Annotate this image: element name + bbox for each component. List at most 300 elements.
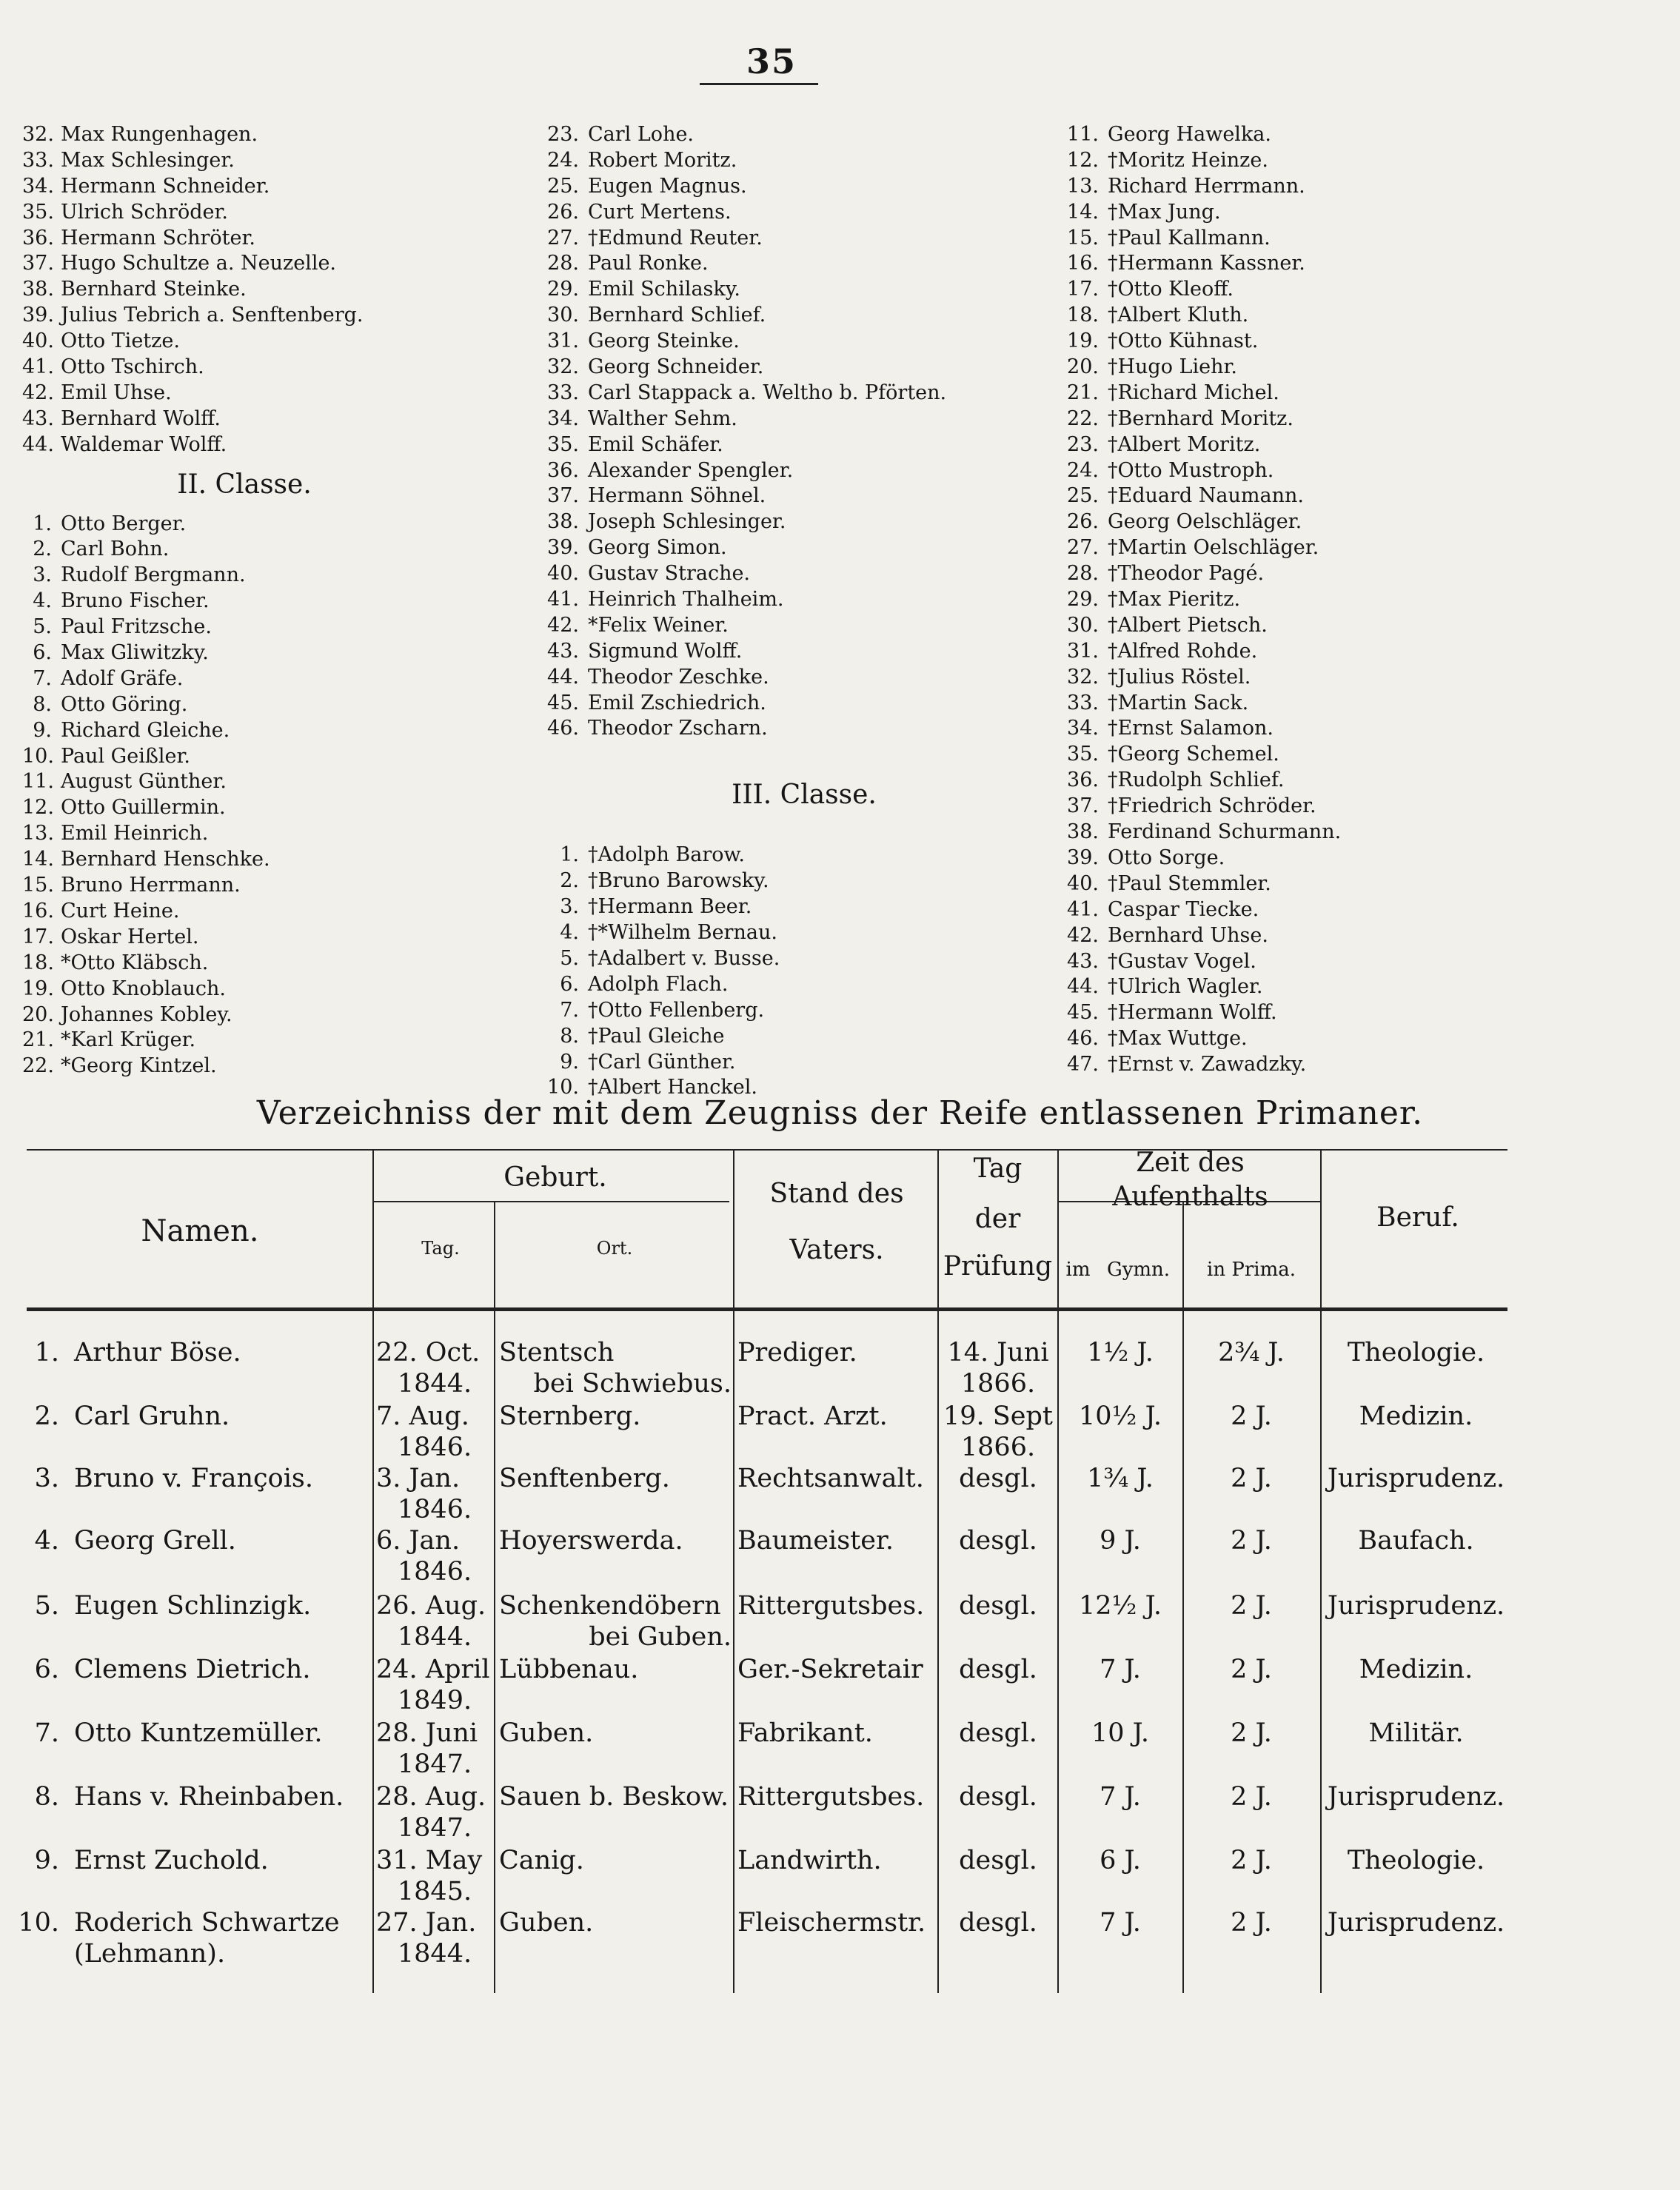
list-item-name: †Eduard Naumann. bbox=[1108, 484, 1304, 508]
header-tag: Tag. bbox=[421, 1238, 460, 1259]
cell-name: Ernst Zuchold. bbox=[74, 1846, 269, 1875]
list-item-number: 7. bbox=[33, 666, 52, 690]
list-item bbox=[1050, 923, 1627, 949]
list-item-name: Curt Heine. bbox=[61, 899, 180, 922]
cell-num: 1. bbox=[34, 1338, 59, 1367]
list-item-name: Carl Stappack a. Weltho b. Pförten. bbox=[588, 381, 947, 404]
list-item-number: 41. bbox=[547, 588, 579, 612]
cell-ort: Lübbenau. bbox=[499, 1655, 639, 1684]
list-item-name: †Bernhard Moritz. bbox=[1108, 406, 1294, 430]
list-item-number: 18. bbox=[1067, 304, 1099, 327]
list-item-name: *Felix Weiner. bbox=[588, 613, 729, 637]
list-item-number: 35. bbox=[547, 432, 579, 456]
list-item-name: †Ernst Salamon. bbox=[1108, 717, 1274, 740]
list-item-number: 40. bbox=[22, 329, 54, 353]
header-ort: Ort. bbox=[596, 1238, 633, 1259]
list-item-name: August Günther. bbox=[61, 770, 227, 794]
list-item-number: 15. bbox=[1067, 226, 1099, 250]
page-number-rule bbox=[700, 83, 818, 85]
list-item bbox=[22, 512, 466, 538]
list-item bbox=[22, 406, 466, 432]
cell-prima: 2 J. bbox=[1231, 1782, 1272, 1812]
list-item bbox=[22, 640, 466, 666]
list-item-number: 47. bbox=[1067, 1053, 1099, 1076]
list-item-name: †Paul Gleiche bbox=[588, 1024, 725, 1048]
list-item bbox=[1050, 1052, 1627, 1078]
list-item-number: 38. bbox=[1067, 820, 1099, 844]
list-item-name: Curt Mertens. bbox=[588, 200, 732, 224]
list-item-number: 22. bbox=[22, 1054, 54, 1078]
list-item-name: Hermann Söhnel. bbox=[588, 484, 766, 508]
list-item bbox=[22, 615, 466, 640]
class-heading-ii: II. Classe. bbox=[177, 469, 312, 500]
cell-beruf: Jurisprudenz. bbox=[1327, 1591, 1505, 1621]
cell-name: Bruno v. François. bbox=[74, 1464, 313, 1493]
list-item bbox=[1050, 613, 1627, 639]
list-item-name: †Ulrich Wagler. bbox=[1108, 975, 1263, 999]
list-item bbox=[538, 561, 1071, 587]
list-item-number: 37. bbox=[22, 252, 54, 275]
cell-pruef: 14. Juni bbox=[947, 1338, 1049, 1367]
class-heading-iii: III. Classe. bbox=[732, 780, 877, 811]
list-item-name: Otto Guillermin. bbox=[61, 796, 226, 820]
list-item-number: 34. bbox=[547, 406, 579, 430]
cell-name: Clemens Dietrich. bbox=[74, 1655, 311, 1684]
list-item bbox=[1050, 1000, 1627, 1026]
cell-name2: (Lehmann). bbox=[74, 1939, 226, 1969]
list-item-name: Georg Oelschläger. bbox=[1108, 510, 1302, 534]
list-item bbox=[538, 868, 1071, 894]
cell-stand: Landwirth. bbox=[737, 1846, 882, 1875]
list-item-number: 33. bbox=[1067, 691, 1099, 714]
list-item-number: 45. bbox=[1067, 1001, 1099, 1025]
list-item bbox=[22, 692, 466, 718]
cell-ort: Guben. bbox=[499, 1908, 594, 1938]
list-item bbox=[1050, 251, 1627, 277]
list-item-name: Eugen Magnus. bbox=[588, 174, 747, 198]
list-item-name: †Julius Röstel. bbox=[1108, 665, 1251, 689]
list-item-name: †Bruno Barowsky. bbox=[588, 869, 769, 893]
list-item-name: Bernhard Henschke. bbox=[61, 848, 270, 871]
list-item-name: †Alfred Rohde. bbox=[1108, 639, 1258, 663]
list-item bbox=[538, 894, 1071, 920]
list-item-number: 34. bbox=[22, 174, 54, 198]
list-item-number: 11. bbox=[22, 770, 54, 794]
list-item-name: †Hermann Kassner. bbox=[1108, 252, 1305, 275]
cell-ort2: bei Schwiebus. bbox=[533, 1369, 732, 1399]
list-item-name: Georg Simon. bbox=[588, 536, 727, 560]
list-item bbox=[1050, 845, 1627, 871]
cell-beruf: Theologie. bbox=[1347, 1846, 1485, 1875]
list-item-number: 2. bbox=[560, 869, 579, 893]
list-item bbox=[1050, 535, 1627, 561]
list-item bbox=[538, 613, 1071, 639]
table-title: Verzeichniss der mit dem Zeugniss der Reife entlassenen Primaner. bbox=[256, 1094, 1424, 1132]
list-item-name: †Albert Pietsch. bbox=[1108, 613, 1268, 637]
list-item bbox=[22, 769, 466, 795]
cell-num: 6. bbox=[34, 1655, 59, 1684]
cell-ort: Stentsch bbox=[499, 1338, 615, 1367]
spacer bbox=[538, 822, 1071, 843]
list-item-name: Theodor Zeschke. bbox=[588, 665, 769, 689]
cell-name: Arthur Böse. bbox=[74, 1338, 241, 1367]
list-item-number: 40. bbox=[1067, 871, 1099, 895]
list-item-number: 32. bbox=[547, 355, 579, 379]
list-item-name: †Gustav Vogel. bbox=[1108, 949, 1256, 973]
cell-gymn: 10½ J. bbox=[1078, 1402, 1162, 1431]
cell-prima: 2 J. bbox=[1231, 1402, 1272, 1431]
list-item-name: Robert Moritz. bbox=[588, 148, 737, 172]
list-item-name: Ulrich Schröder. bbox=[61, 200, 228, 224]
list-item-name: Emil Schäfer. bbox=[588, 432, 723, 456]
list-item bbox=[538, 251, 1071, 277]
list-item-name: †Martin Oelschläger. bbox=[1108, 536, 1319, 560]
list-item bbox=[538, 691, 1071, 717]
list-item-name: †Max Jung. bbox=[1108, 200, 1221, 224]
list-item bbox=[1050, 587, 1627, 613]
list-item-number: 24. bbox=[547, 148, 579, 172]
cell-birth-day: 27. Jan. bbox=[376, 1908, 477, 1938]
list-item-name: †Richard Michel. bbox=[1108, 381, 1279, 404]
list-item-name: Joseph Schlesinger. bbox=[588, 510, 786, 534]
list-item-name: Hermann Schneider. bbox=[61, 174, 270, 198]
list-item-name: Bernhard Schlief. bbox=[588, 304, 766, 327]
header-zeit-2: Aufenthalts bbox=[1112, 1182, 1268, 1212]
list-item-name: †Otto Mustroph. bbox=[1108, 458, 1274, 482]
cell-stand: Fleischermstr. bbox=[737, 1908, 926, 1938]
list-item bbox=[22, 744, 466, 770]
list-item-name: Paul Geißler. bbox=[61, 744, 191, 768]
list-item-number: 41. bbox=[22, 355, 54, 379]
header-beruf: Beruf. bbox=[1376, 1202, 1459, 1233]
cell-num: 2. bbox=[34, 1402, 59, 1431]
cell-prima: 2 J. bbox=[1231, 1655, 1272, 1684]
list-item-name: Heinrich Thalheim. bbox=[588, 588, 784, 612]
cell-pruef2: 1866. bbox=[960, 1433, 1036, 1462]
list-item-name: †Albert Kluth. bbox=[1108, 304, 1249, 327]
list-item bbox=[538, 406, 1071, 432]
list-item-number: 23. bbox=[1067, 432, 1099, 456]
list-item-name: †Max Pieritz. bbox=[1108, 588, 1241, 612]
list-item bbox=[1050, 148, 1627, 174]
list-item-name: †Martin Sack. bbox=[1108, 691, 1249, 714]
list-item bbox=[538, 587, 1071, 613]
list-item-name: †Paul Kallmann. bbox=[1108, 226, 1271, 250]
list-item-number: 29. bbox=[547, 278, 579, 301]
list-item bbox=[22, 148, 466, 174]
list-item bbox=[1050, 432, 1627, 458]
cell-birth-day: 26. Aug. bbox=[376, 1591, 486, 1621]
cell-gymn: 9 J. bbox=[1100, 1526, 1141, 1556]
list-item bbox=[22, 381, 466, 406]
list-item bbox=[22, 303, 466, 329]
list-item-name: Otto Knoblauch. bbox=[61, 977, 226, 1000]
list-item-number: 43. bbox=[547, 639, 579, 663]
list-item bbox=[22, 251, 466, 277]
list-item-number: 5. bbox=[33, 615, 52, 639]
list-item bbox=[1050, 897, 1627, 923]
cell-birth-year: 1844. bbox=[397, 1369, 472, 1399]
list-item bbox=[1050, 1026, 1627, 1052]
list-item bbox=[538, 920, 1071, 946]
list-item-number: 17. bbox=[1067, 278, 1099, 301]
list-item bbox=[1050, 949, 1627, 975]
list-item-name: Emil Heinrich. bbox=[61, 822, 209, 845]
list-item bbox=[22, 795, 466, 821]
list-item-name: Georg Hawelka. bbox=[1108, 123, 1271, 146]
cell-gymn: 6 J. bbox=[1100, 1846, 1141, 1875]
vline-after-gymn bbox=[1182, 1201, 1184, 1993]
list-item-number: 3. bbox=[33, 563, 52, 587]
list-item-name: Bernhard Wolff. bbox=[61, 406, 221, 430]
list-item-number: 34. bbox=[1067, 717, 1099, 740]
list-item-name: Hermann Schröter. bbox=[61, 226, 256, 250]
list-item-number: 36. bbox=[22, 226, 54, 250]
header-namen: Namen. bbox=[141, 1214, 259, 1248]
list-item-number: 3. bbox=[560, 895, 579, 919]
list-item-name: †Paul Stemmler. bbox=[1108, 871, 1271, 895]
list-item-name: Theodor Zscharn. bbox=[588, 717, 768, 740]
list-item-name: †Georg Schemel. bbox=[1108, 743, 1279, 766]
list-item bbox=[538, 277, 1071, 303]
list-item-number: 31. bbox=[547, 329, 579, 353]
list-item-number: 6. bbox=[33, 641, 52, 665]
cell-beruf: Baufach. bbox=[1358, 1526, 1474, 1556]
list-item-number: 44. bbox=[547, 665, 579, 689]
list-item bbox=[1050, 226, 1627, 252]
list-item-number: 27. bbox=[1067, 536, 1099, 560]
cell-birth-year: 1845. bbox=[397, 1877, 472, 1906]
cell-gymn: 7 J. bbox=[1100, 1782, 1141, 1812]
list-item-number: 7. bbox=[560, 998, 579, 1022]
list-item-name: †Otto Fellenberg. bbox=[588, 998, 765, 1022]
list-item bbox=[1050, 974, 1627, 1000]
list-item-number: 42. bbox=[22, 381, 54, 404]
list-item-number: 26. bbox=[1067, 510, 1099, 534]
cell-stand: Prediger. bbox=[737, 1338, 857, 1367]
list-item-name: †Albert Hanckel. bbox=[588, 1076, 757, 1099]
list-item bbox=[1050, 509, 1627, 535]
list-item bbox=[538, 226, 1071, 252]
cell-pruef: desgl. bbox=[959, 1526, 1037, 1556]
header-pruefung-2: der bbox=[974, 1204, 1021, 1234]
graduates-table bbox=[0, 1133, 1680, 1984]
cell-stand: Baumeister. bbox=[737, 1526, 894, 1556]
cell-birth-day: 28. Juni bbox=[376, 1718, 478, 1748]
list-item bbox=[538, 1024, 1071, 1050]
list-item-name: Adolph Flach. bbox=[588, 972, 729, 996]
list-item-name: Emil Schilasky. bbox=[588, 278, 741, 301]
list-item bbox=[1050, 820, 1627, 845]
list-item bbox=[538, 639, 1071, 665]
list-item bbox=[538, 329, 1071, 355]
list-item bbox=[22, 1028, 466, 1054]
cell-gymn: 7 J. bbox=[1100, 1655, 1141, 1684]
list-item bbox=[538, 432, 1071, 458]
list-item-name: †Adalbert v. Busse. bbox=[588, 946, 780, 970]
list-item bbox=[538, 200, 1071, 226]
list-item bbox=[1050, 277, 1627, 303]
header-gymn: Gymn. bbox=[1106, 1259, 1171, 1281]
list-item-number: 17. bbox=[22, 925, 54, 948]
list-item-name: †Hermann Beer. bbox=[588, 895, 752, 919]
cell-num: 3. bbox=[34, 1464, 59, 1493]
cell-gymn: 1¾ J. bbox=[1087, 1464, 1154, 1493]
vline-after-ort bbox=[733, 1149, 734, 1993]
cell-birth-year: 1847. bbox=[397, 1813, 472, 1843]
list-item-number: 27. bbox=[547, 226, 579, 250]
cell-num: 7. bbox=[34, 1718, 59, 1748]
list-item-number: 46. bbox=[1067, 1027, 1099, 1051]
list-item bbox=[1050, 742, 1627, 768]
list-item-number: 32. bbox=[1067, 665, 1099, 689]
cell-ort: Schenkendöbern bbox=[499, 1591, 721, 1621]
list-item-number: 43. bbox=[1067, 949, 1099, 973]
vline-after-pruefung bbox=[1057, 1149, 1059, 1993]
list-item bbox=[22, 355, 466, 381]
list-item-number: 42. bbox=[547, 613, 579, 637]
list-item-name: Oskar Hertel. bbox=[61, 925, 199, 948]
cell-ort: Guben. bbox=[499, 1718, 594, 1748]
middle-column bbox=[538, 122, 1071, 1101]
list-item-number: 12. bbox=[22, 796, 54, 820]
cell-birth-year: 1844. bbox=[397, 1622, 472, 1652]
cell-ort2: bei Guben. bbox=[589, 1622, 732, 1652]
list-item-name: Bruno Herrmann. bbox=[61, 874, 241, 897]
list-item-number: 19. bbox=[22, 977, 54, 1000]
list-item bbox=[1050, 561, 1627, 587]
list-item bbox=[538, 148, 1071, 174]
list-item bbox=[22, 1054, 466, 1079]
vline-after-name bbox=[372, 1149, 374, 1993]
list-item bbox=[22, 563, 466, 589]
list-item-number: 14. bbox=[22, 848, 54, 871]
list-item-number: 10. bbox=[547, 1076, 579, 1099]
cell-birth-year: 1846. bbox=[397, 1495, 472, 1524]
cell-prima: 2 J. bbox=[1231, 1718, 1272, 1748]
list-item bbox=[22, 847, 466, 873]
list-item-number: 18. bbox=[22, 951, 54, 974]
list-item bbox=[538, 122, 1071, 148]
list-item-name: *Otto Kläbsch. bbox=[61, 951, 209, 974]
list-item bbox=[1050, 794, 1627, 820]
list-item-name: Georg Schneider. bbox=[588, 355, 764, 379]
list-item bbox=[22, 925, 466, 951]
cell-beruf: Theologie. bbox=[1347, 1338, 1485, 1367]
list-item-number: 44. bbox=[1067, 975, 1099, 999]
header-im: im bbox=[1065, 1259, 1091, 1281]
cell-stand: Pract. Arzt. bbox=[737, 1402, 888, 1431]
cell-pruef: 19. Sept bbox=[943, 1402, 1053, 1431]
list-item-number: 33. bbox=[22, 148, 54, 172]
list-item bbox=[538, 946, 1071, 972]
list-item-name: Gustav Strache. bbox=[588, 562, 751, 586]
list-item-name: †Rudolph Schlief. bbox=[1108, 768, 1285, 792]
cell-beruf: Medizin. bbox=[1359, 1402, 1473, 1431]
list-item bbox=[1050, 329, 1627, 355]
cell-birth-year: 1844. bbox=[397, 1939, 472, 1969]
spacer bbox=[538, 742, 1071, 768]
cell-pruef2: 1866. bbox=[960, 1369, 1036, 1399]
list-item-name: Georg Steinke. bbox=[588, 329, 740, 353]
list-item-name: Alexander Spengler. bbox=[588, 458, 794, 482]
list-item-number: 8. bbox=[560, 1024, 579, 1048]
list-item-number: 28. bbox=[1067, 562, 1099, 586]
list-item-number: 9. bbox=[560, 1050, 579, 1074]
list-item-name: †Albert Moritz. bbox=[1108, 432, 1261, 456]
header-prima: in Prima. bbox=[1207, 1259, 1296, 1281]
list-item bbox=[538, 716, 1071, 742]
list-item-name: †Otto Kleoff. bbox=[1108, 278, 1234, 301]
list-item-number: 4. bbox=[33, 589, 52, 613]
list-item-number: 16. bbox=[22, 899, 54, 922]
list-item bbox=[538, 1050, 1071, 1076]
list-item-number: 45. bbox=[547, 691, 579, 714]
list-item bbox=[22, 873, 466, 899]
list-item-number: 14. bbox=[1067, 200, 1099, 224]
cell-pruef: desgl. bbox=[959, 1846, 1037, 1875]
cell-ort: Sternberg. bbox=[499, 1402, 641, 1431]
cell-beruf: Medizin. bbox=[1359, 1655, 1473, 1684]
cell-stand: Rittergutsbes. bbox=[737, 1591, 925, 1621]
list-item bbox=[22, 1002, 466, 1028]
cell-birth-day: 24. April bbox=[376, 1655, 490, 1684]
list-item-number: 12. bbox=[1067, 148, 1099, 172]
list-item-number: 44. bbox=[22, 432, 54, 456]
list-item bbox=[538, 458, 1071, 484]
list-item-number: 36. bbox=[547, 458, 579, 482]
list-item-name: Bernhard Steinke. bbox=[61, 278, 247, 301]
cell-ort: Hoyerswerda. bbox=[499, 1526, 683, 1556]
list-item bbox=[22, 200, 466, 226]
cell-prima: 2 J. bbox=[1231, 1526, 1272, 1556]
cell-name: Eugen Schlinzigk. bbox=[74, 1591, 312, 1621]
cell-prima: 2 J. bbox=[1231, 1908, 1272, 1938]
list-item bbox=[22, 277, 466, 303]
list-item bbox=[1050, 381, 1627, 406]
list-item-name: Hugo Schultze a. Neuzelle. bbox=[61, 252, 337, 275]
list-item-number: 25. bbox=[1067, 484, 1099, 508]
cell-birth-year: 1846. bbox=[397, 1433, 472, 1462]
list-item-number: 13. bbox=[22, 822, 54, 845]
cell-ort: Senftenberg. bbox=[499, 1464, 670, 1493]
list-item-number: 41. bbox=[1067, 897, 1099, 921]
list-item-number: 5. bbox=[560, 946, 579, 970]
cell-birth-day: 6. Jan. bbox=[376, 1526, 461, 1556]
list-item-number: 28. bbox=[547, 252, 579, 275]
list-item bbox=[538, 303, 1071, 329]
list-item bbox=[22, 718, 466, 744]
list-item-number: 15. bbox=[22, 874, 54, 897]
list-item-name: Carl Lohe. bbox=[588, 123, 695, 146]
list-item-number: 1. bbox=[33, 512, 52, 535]
list-item-number: 8. bbox=[33, 692, 52, 716]
cell-gymn: 1½ J. bbox=[1087, 1338, 1154, 1367]
cell-birth-day: 22. Oct. bbox=[376, 1338, 481, 1367]
geburt-rule bbox=[374, 1201, 729, 1202]
header-pruefung-1: Tag bbox=[973, 1153, 1023, 1184]
cell-gymn: 7 J. bbox=[1100, 1908, 1141, 1938]
list-item-number: 43. bbox=[22, 406, 54, 430]
list-item bbox=[538, 972, 1071, 998]
list-item-name: Bruno Fischer. bbox=[61, 589, 210, 613]
list-item-name: †Edmund Reuter. bbox=[588, 226, 763, 250]
list-item bbox=[1050, 483, 1627, 509]
list-item-number: 21. bbox=[22, 1028, 54, 1052]
list-item-number: 30. bbox=[547, 304, 579, 327]
cell-num: 5. bbox=[34, 1591, 59, 1621]
cell-name: Roderich Schwartze bbox=[74, 1908, 340, 1938]
